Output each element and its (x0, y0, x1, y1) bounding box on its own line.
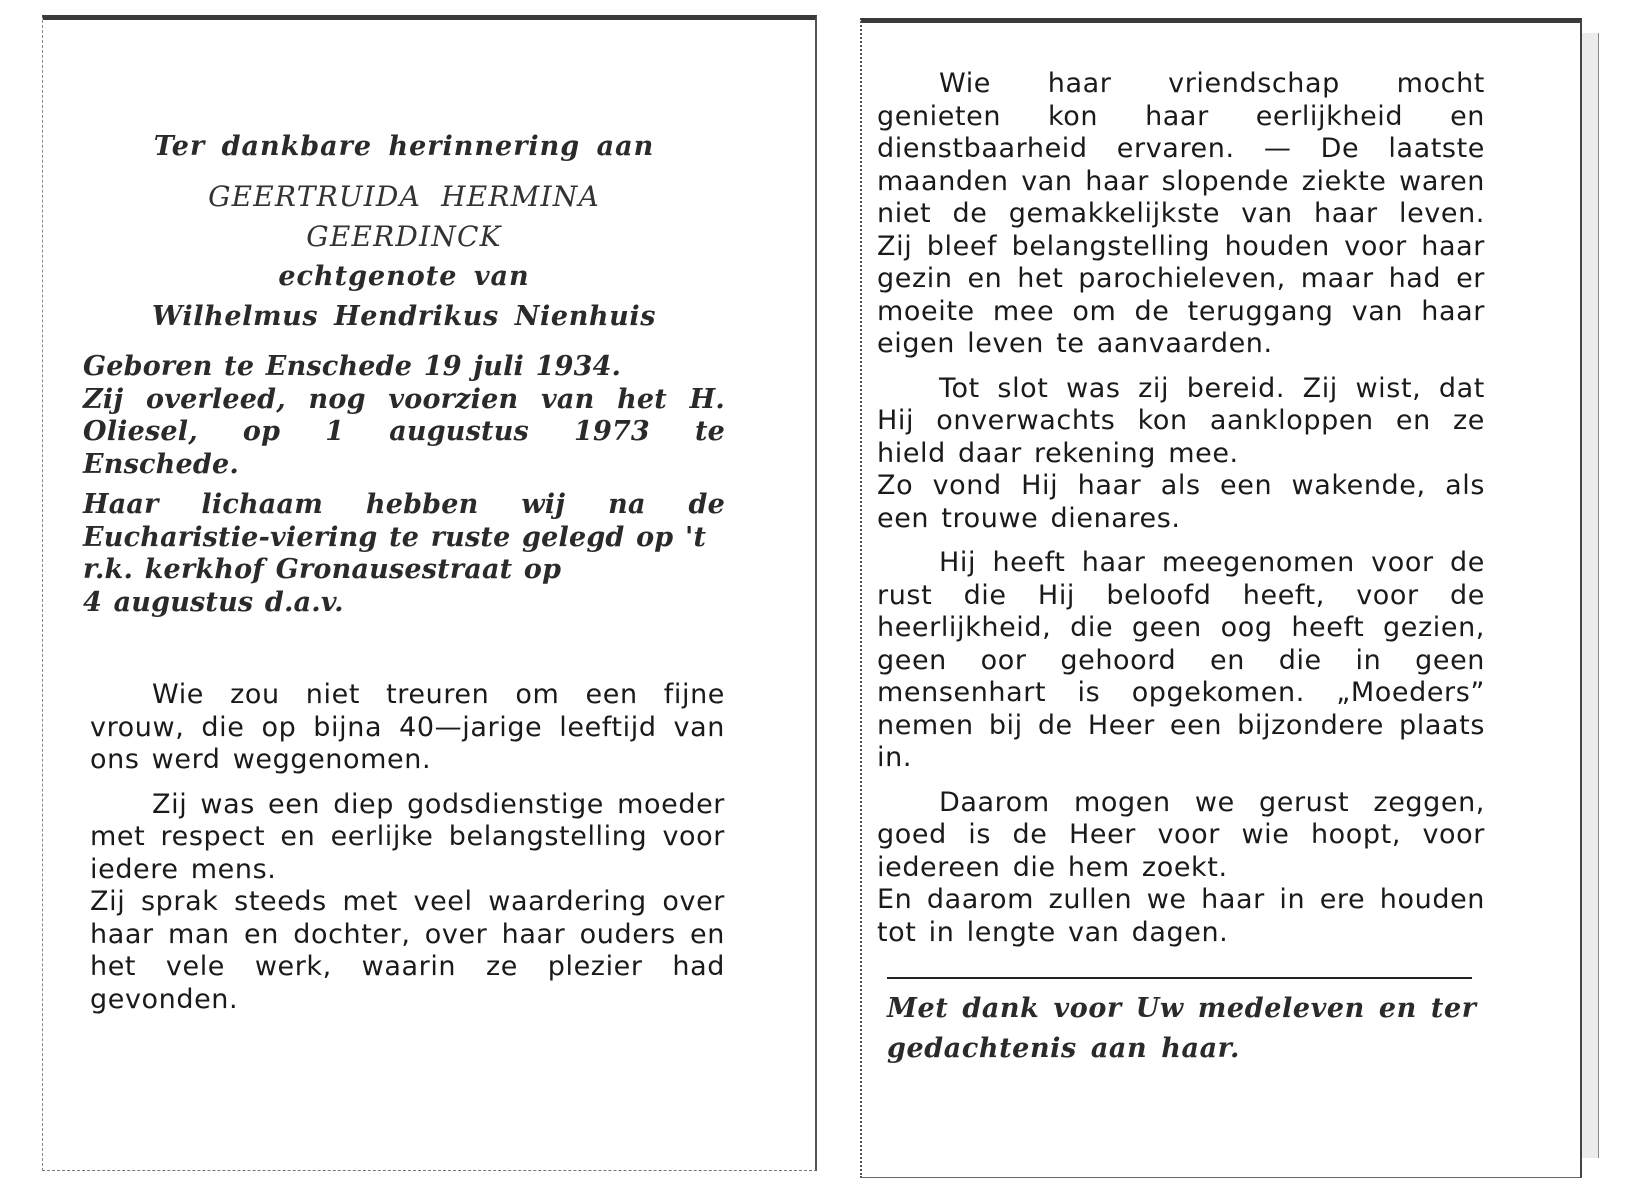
dedication-header (83, 127, 725, 337)
spouse-label: echtgenote van (278, 261, 530, 292)
death-statement: Zij overleed, nog voorzien van het H. Oliesel, op 1 augustus 1973 te Enschede. (83, 383, 725, 480)
card-edge-shadow (1582, 33, 1599, 1158)
birth-statement: Geboren te Enschede 19 juli 1934. (83, 351, 622, 382)
tribute-paragraph: Daarom mogen we gerust zeggen, goed is de Heer voor wie hoopt, voor iedereen die hem zoekt. (877, 786, 1485, 883)
dedication-intro: Ter dankbare herinnering aan (153, 131, 655, 162)
tribute-text-right (877, 68, 1485, 949)
memorial-card-right (860, 18, 1582, 1178)
tribute-paragraph: Hij heeft haar meegenomen voor de rust die Hij beloofd heeft, voor de heerlijkheid, die geen oog heeft gezien, geen oor gehoord en die in geen mensenhart is opgekomen. „Moeders” nemen bij de Heer een bijzondere plaats in. (877, 547, 1485, 773)
burial-statement (83, 489, 725, 619)
memorial-card-left (42, 15, 817, 1171)
deceased-surname: GEERDINCK (306, 220, 502, 253)
tribute-paragraph: Zij sprak steeds met veel waardering over haar man en dochter, over haar ouders en het vele werk, waarin ze plezier had gevonden. (90, 886, 725, 1015)
spouse-name: Wilhelmus Hendrikus Nienhuis (151, 301, 657, 332)
tribute-paragraph: Wie haar vriendschap mocht genieten kon haar eerlijkheid en dienstbaarheid ervaren. — De laatste maanden van haar slopende ziekte waren niet de gemakkelijkste van haar leven. Zij bleef belangstelling houden voor haar gezin en het parochieleven, maar had er moeite mee om de teruggang van haar eigen leven te aanvaarden. (877, 68, 1485, 359)
tribute-paragraph: Zo vond Hij haar als een wakende, als een trouwe dienares. (877, 470, 1485, 534)
biography-block (83, 351, 725, 619)
tribute-text-left (83, 679, 725, 1016)
deceased-first-names: GEERTRUIDA HERMINA (208, 180, 600, 213)
divider-line (887, 977, 1472, 979)
tribute-paragraph: Zij was een diep godsdienstige moeder met respect en eerlijke belangstelling voor iedere mens. (90, 788, 725, 885)
tribute-paragraph: Wie zou niet treuren om een fijne vrouw, die op bijna 40—jarige leeftijd van ons werd weggenomen. (90, 679, 725, 775)
closing-thanks: Met dank voor Uw medeleven en ter gedachtenis aan haar. (887, 993, 1477, 1064)
burial-text: Haar lichaam hebben wij na de Eucharistie-viering te ruste gelegd op 't (83, 489, 725, 553)
burial-date: 4 augustus d.a.v. (83, 586, 344, 618)
tribute-paragraph: Tot slot was zij bereid. Zij wist, dat Hij onverwachts kon aankloppen en ze hield daar rekening mee. (877, 372, 1485, 469)
tribute-paragraph: En daarom zullen we haar in ere houden tot in lengte van dagen. (877, 884, 1485, 948)
burial-location: r.k. kerkhof Gronausestraat op (83, 554, 562, 585)
